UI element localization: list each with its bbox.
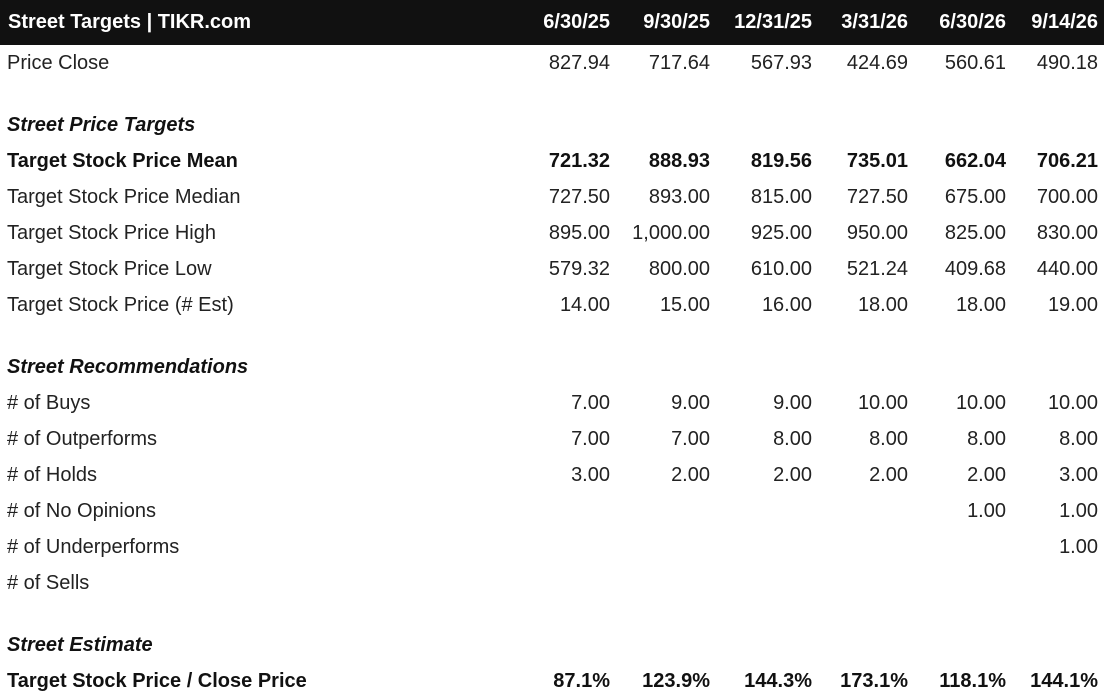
row-price-close (0, 45, 1104, 81)
cell-value: 3.00 (571, 463, 610, 486)
column-header: 9/14/26 (1031, 11, 1098, 33)
cell-value: 706.21 (1036, 149, 1098, 172)
column-header: 9/30/25 (643, 11, 710, 33)
cell-value: 1.00 (1059, 499, 1098, 522)
section-heading: Street Estimate (7, 634, 153, 656)
table-header-row (0, 0, 1104, 45)
cell-value: 675.00 (944, 185, 1006, 208)
cell-value: 8.00 (967, 427, 1006, 450)
cell-value: 173.1% (840, 669, 908, 692)
cell-value: 8.00 (869, 427, 908, 450)
cell-value: 815.00 (750, 185, 812, 208)
cell-value: 10.00 (1047, 391, 1098, 414)
row-label: # of Sells (7, 571, 90, 594)
row-sells (0, 565, 1104, 601)
cell-value: 800.00 (648, 257, 710, 280)
cell-value: 521.24 (846, 257, 908, 280)
row-label: Price Close (7, 51, 110, 74)
cell-value: 925.00 (750, 221, 812, 244)
cell-value: 87.1% (553, 669, 610, 692)
cell-value (510, 529, 610, 565)
cell-value: 727.50 (846, 185, 908, 208)
row-target-high (0, 215, 1104, 251)
section-street-price-targets (0, 81, 1104, 143)
table-title: Street Targets | TIKR.com (8, 11, 252, 33)
cell-value (812, 493, 908, 529)
cell-value: 8.00 (773, 427, 812, 450)
row-label: # of Underperforms (7, 535, 180, 558)
cell-value: 827.94 (548, 51, 610, 74)
cell-value: 2.00 (773, 463, 812, 486)
cell-value: 424.69 (846, 51, 908, 74)
row-target-to-close (0, 663, 1104, 699)
row-label: # of Outperforms (7, 427, 158, 450)
row-label: # of Holds (7, 463, 98, 486)
cell-value: 700.00 (1036, 185, 1098, 208)
cell-value: 144.3% (744, 669, 812, 692)
cell-value: 118.1% (939, 669, 1006, 692)
cell-value: 3.00 (1059, 463, 1098, 486)
row-label: # of No Opinions (7, 499, 156, 522)
row-no-opinions (0, 493, 1104, 529)
row-label: Target Stock Price (# Est) (7, 293, 234, 316)
section-heading: Street Recommendations (7, 356, 249, 378)
cell-value: 610.00 (750, 257, 812, 280)
column-header: 3/31/26 (841, 11, 908, 33)
cell-value (510, 493, 610, 529)
cell-value (812, 529, 908, 565)
cell-value (812, 565, 908, 601)
cell-value: 567.93 (750, 51, 812, 74)
cell-value: 1.00 (967, 499, 1006, 522)
cell-value: 825.00 (944, 221, 1006, 244)
cell-value: 15.00 (659, 293, 710, 316)
section-heading: Street Price Targets (7, 114, 196, 136)
cell-value: 409.68 (944, 257, 1006, 280)
cell-value (710, 565, 812, 601)
cell-value: 1.00 (1059, 535, 1098, 558)
row-target-mean (0, 143, 1104, 179)
cell-value: 7.00 (571, 427, 610, 450)
row-label: Target Stock Price Low (7, 257, 212, 280)
column-header: 6/30/25 (543, 11, 610, 33)
row-label: Target Stock Price High (7, 221, 216, 244)
cell-value (610, 493, 710, 529)
row-target-median (0, 179, 1104, 215)
row-underperforms (0, 529, 1104, 565)
cell-value: 579.32 (548, 257, 610, 280)
cell-value: 14.00 (559, 293, 610, 316)
row-buys (0, 385, 1104, 421)
row-target-est (0, 287, 1104, 323)
cell-value (710, 493, 812, 529)
cell-value: 18.00 (857, 293, 908, 316)
cell-value: 2.00 (869, 463, 908, 486)
cell-value: 7.00 (571, 391, 610, 414)
cell-value: 895.00 (548, 221, 610, 244)
section-street-estimate (0, 601, 1104, 663)
cell-value (610, 565, 710, 601)
cell-value: 123.9% (642, 669, 710, 692)
row-label: Target Stock Price Mean (7, 149, 238, 172)
cell-value: 2.00 (671, 463, 710, 486)
cell-value: 8.00 (1059, 427, 1098, 450)
cell-value: 717.64 (648, 51, 710, 74)
cell-value: 830.00 (1036, 221, 1098, 244)
cell-value (610, 529, 710, 565)
cell-value: 7.00 (671, 427, 710, 450)
row-outperforms (0, 421, 1104, 457)
cell-value: 950.00 (846, 221, 908, 244)
section-street-recommendations (0, 323, 1104, 385)
cell-value: 10.00 (955, 391, 1006, 414)
cell-value: 888.93 (648, 149, 710, 172)
cell-value: 490.18 (1036, 51, 1098, 74)
cell-value: 9.00 (773, 391, 812, 414)
cell-value: 18.00 (955, 293, 1006, 316)
cell-value (710, 529, 812, 565)
cell-value: 662.04 (944, 149, 1006, 172)
cell-value: 16.00 (761, 293, 812, 316)
cell-value: 144.1% (1030, 669, 1098, 692)
cell-value: 2.00 (967, 463, 1006, 486)
cell-value (1006, 565, 1104, 601)
cell-value: 560.61 (944, 51, 1006, 74)
cell-value: 819.56 (750, 149, 812, 172)
cell-value (510, 565, 610, 601)
cell-value (908, 529, 1006, 565)
cell-value: 9.00 (671, 391, 710, 414)
row-label: # of Buys (7, 391, 91, 414)
cell-value: 893.00 (648, 185, 710, 208)
row-target-low (0, 251, 1104, 287)
row-label: Target Stock Price Median (7, 185, 241, 208)
cell-value (908, 565, 1006, 601)
cell-value: 19.00 (1047, 293, 1098, 316)
row-label: Target Stock Price / Close Price (7, 669, 307, 692)
cell-value: 10.00 (857, 391, 908, 414)
row-holds (0, 457, 1104, 493)
cell-value: 721.32 (548, 149, 610, 172)
cell-value: 1,000.00 (632, 221, 710, 244)
cell-value: 727.50 (548, 185, 610, 208)
column-header: 6/30/26 (939, 11, 1006, 33)
cell-value: 440.00 (1036, 257, 1098, 280)
cell-value: 735.01 (846, 149, 908, 172)
column-header: 12/31/25 (734, 11, 812, 33)
